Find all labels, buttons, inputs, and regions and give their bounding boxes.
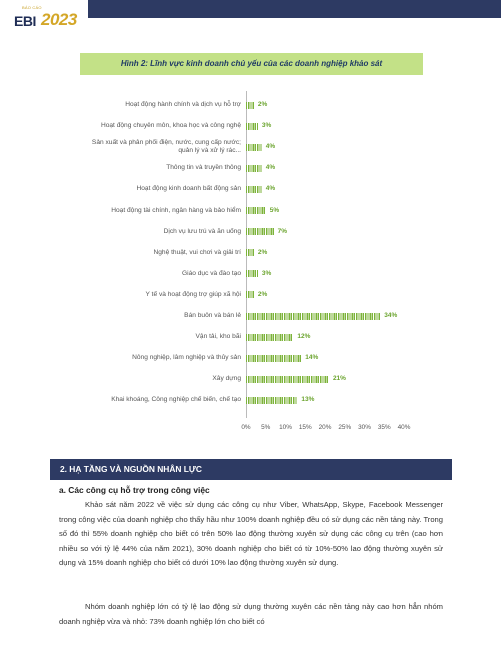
x-tick-label: 30% bbox=[358, 424, 371, 431]
bar bbox=[246, 102, 254, 109]
business-sector-bar-chart bbox=[0, 80, 501, 440]
ebi-logo bbox=[10, 2, 90, 30]
bar bbox=[246, 249, 254, 256]
data-label: 2% bbox=[257, 248, 268, 256]
logo-small-text: BÁO CÁO bbox=[22, 5, 42, 10]
bar bbox=[246, 376, 329, 383]
x-tick-label: 40% bbox=[397, 424, 411, 431]
logo-ebi-text: EBI bbox=[14, 13, 36, 29]
data-label: 12% bbox=[297, 333, 311, 341]
paragraph-2: Nhóm doanh nghiệp lớn có tỷ lệ lao động sử dụng thường xuyên các nền tảng này cao hơn hẳn nhóm doanh nghiệp vừa và nhỏ: 73% doanh nghiệp lớn cho biết có bbox=[59, 602, 443, 626]
bar bbox=[246, 355, 301, 362]
category-label: Thông tin và truyền thông bbox=[166, 164, 241, 172]
x-tick-label: 25% bbox=[338, 424, 352, 431]
x-tick-label: 15% bbox=[298, 424, 312, 431]
category-label: Khai khoáng, Công nghiệp chế biến, chế tạo bbox=[111, 396, 241, 404]
data-label: 2% bbox=[257, 101, 268, 108]
bar bbox=[246, 270, 258, 277]
x-tick-label: 5% bbox=[261, 424, 271, 431]
data-label: 2% bbox=[257, 290, 268, 298]
x-tick-label: 20% bbox=[318, 424, 332, 431]
category-label: Giáo dục và đào tạo bbox=[181, 269, 241, 277]
bar bbox=[246, 334, 293, 341]
data-label: 34% bbox=[384, 312, 398, 319]
bar bbox=[246, 207, 266, 214]
category-label: Y tế và hoạt động trợ giúp xã hội bbox=[145, 290, 241, 298]
bar bbox=[246, 313, 380, 320]
bar bbox=[246, 397, 297, 404]
bar bbox=[246, 291, 254, 298]
bar bbox=[246, 228, 274, 235]
data-label: 7% bbox=[277, 227, 288, 235]
logo-year-text: 2023 bbox=[41, 10, 77, 29]
page-header bbox=[0, 0, 501, 34]
section-subheading: a. Các công cụ hỗ trợ trong công việc bbox=[59, 485, 210, 495]
category-label: Bán buôn và bán lẻ bbox=[184, 312, 241, 319]
data-label: 14% bbox=[305, 354, 319, 362]
data-label: 4% bbox=[265, 164, 276, 172]
category-label: Hoạt động chuyên môn, khoa học và công nghệ bbox=[100, 122, 241, 130]
category-label: Sản xuất và phân phối điện, nước, cung cấp nước; quản lý và xử lý rác... bbox=[91, 139, 241, 155]
data-label: 5% bbox=[269, 206, 280, 214]
category-label: Hoạt động tài chính, ngân hàng và bảo hiểm bbox=[111, 206, 241, 214]
x-tick-label: 35% bbox=[377, 424, 391, 431]
category-label: Nông nghiệp, lâm nghiệp và thủy sản bbox=[132, 354, 241, 362]
x-tick-label: 10% bbox=[279, 424, 292, 431]
paragraph-1: Khảo sát năm 2022 về việc sử dụng các công cụ như Viber, WhatsApp, Skype, Facebook Messenger trong công việc của doanh nghiệp cho thấy hầu như 100% doanh nghiệp đều có sử dụng các nền tảng này. Trong số đó thì 55% doanh nghiệp cho biết có trên 50% lao động thường xuyên sử dụng các công cụ trên (cao hơn nhiều so với tỷ lệ 44% của năm 2021), 30% doanh nghiệp cho biết có từ 10%-50% lao động thường xuyên sử dụng và 15% doanh nghiệp cho biết có dưới 10% lao động thường xuyên sử dụng. bbox=[59, 500, 443, 568]
figure-title: Hình 2: Lĩnh vực kinh doanh chủ yếu của các doanh nghiệp khảo sát bbox=[80, 53, 423, 75]
category-label: Nghệ thuật, vui chơi và giải trí bbox=[153, 248, 241, 256]
data-label: 3% bbox=[261, 122, 272, 130]
bar bbox=[246, 144, 262, 151]
data-label: 4% bbox=[265, 143, 276, 151]
data-label: 21% bbox=[332, 375, 346, 383]
category-label: Vận tải, kho bãi bbox=[195, 333, 241, 341]
bar bbox=[246, 123, 258, 130]
data-label: 13% bbox=[301, 396, 315, 404]
header-band bbox=[88, 0, 501, 18]
category-label: Hoạt động hành chính và dịch vụ hỗ trợ bbox=[125, 101, 241, 108]
x-tick-label: 0% bbox=[241, 424, 251, 431]
bar bbox=[246, 165, 262, 172]
category-label: Dịch vụ lưu trú và ăn uống bbox=[163, 227, 241, 235]
section-heading: 2. HẠ TẦNG VÀ NGUỒN NHÂN LỰC bbox=[50, 459, 452, 480]
category-label: Xây dựng bbox=[212, 375, 241, 383]
data-label: 3% bbox=[261, 269, 272, 277]
category-label: Hoạt động kinh doanh bất động sản bbox=[136, 185, 241, 193]
bar bbox=[246, 186, 262, 193]
data-label: 4% bbox=[265, 185, 276, 193]
